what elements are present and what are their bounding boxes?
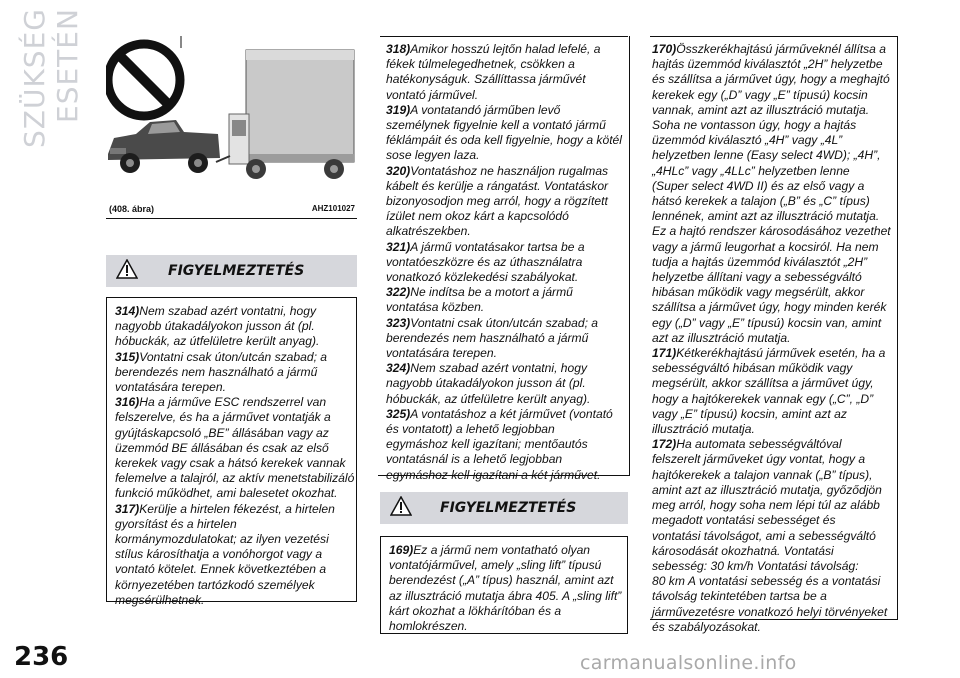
text-line xyxy=(115,562,352,577)
item-text: nagyobb útakadályokon jusson át (pl. xyxy=(386,376,586,391)
item-text: vontatására terepen. xyxy=(386,346,497,361)
text-line xyxy=(386,392,625,407)
text-line xyxy=(389,619,623,634)
item-text: gyújtáskapcsoló „BE” állásában vagy az xyxy=(115,425,329,440)
text-line xyxy=(652,255,893,270)
text-line xyxy=(652,574,893,589)
item-number: 320) xyxy=(386,163,411,178)
text-line xyxy=(115,410,352,425)
item-number: 324) xyxy=(386,361,411,376)
tow-truck-illustration xyxy=(229,50,354,179)
item-text: „4HLc” vagy „4LLc” helyzetben lenne xyxy=(652,163,850,178)
item-text: kerekek egy („D” vagy „E” típusú) kocsin xyxy=(652,87,868,102)
item-text: vontató kötelet. Ennek következtében a xyxy=(115,562,327,577)
item-text: szállítsa a járművet úgy, hogy minden kerék xyxy=(652,300,887,315)
text-line xyxy=(652,316,893,331)
item-text: megsérülhetnek. xyxy=(115,592,205,607)
text-line xyxy=(652,331,893,346)
item-text: kerekek vagy csak a hátsó kerekek vannak xyxy=(115,456,346,471)
figure-code: AHZ101027 xyxy=(311,204,355,213)
item-text: Nem szabad azért vontatni, hogy xyxy=(139,304,317,318)
item-text: vagy „E” típusú) kocsin, amint azt az xyxy=(652,406,847,421)
item-text: környezetében tartózkodó személyek xyxy=(115,577,315,592)
item-text: tudja a hajtás üzemmód kiválasztót „2H” xyxy=(652,254,868,269)
item-number: 316) xyxy=(115,395,140,410)
text-line xyxy=(652,468,893,483)
text-line xyxy=(652,346,893,361)
item-text: távolság tekintetében tartsa be a xyxy=(652,589,827,604)
item-text: sebességváltó hibásan működik vagy xyxy=(652,361,853,376)
item-text: hajtókerekek a talajon vannak („B” típus), xyxy=(652,467,873,482)
item-text: stílus károsíthatja a vonóhorgot vagy a xyxy=(115,547,323,562)
text-line xyxy=(115,365,352,380)
text-line xyxy=(652,224,893,239)
text-line xyxy=(115,502,352,517)
item-text: meg arról, hogy soha nem lépi túl az alább xyxy=(652,498,880,513)
text-line xyxy=(652,589,893,604)
item-number: 322) xyxy=(386,285,411,300)
text-line xyxy=(115,456,352,471)
figure-408 xyxy=(106,36,357,222)
text-line xyxy=(386,452,625,467)
item-text: vontatásnál is a lehető legjobban xyxy=(386,452,563,467)
text-line xyxy=(389,604,623,619)
warning-title-1: FIGYELMEZTETÉS xyxy=(168,263,305,279)
item-text: felszerelve, és ha a járművet vontatják a xyxy=(115,410,331,425)
item-text: (Super select 4WD II) és az első vagy a xyxy=(652,178,865,193)
item-text: sebesség: 30 km/h Vontatási távolság: xyxy=(652,558,859,573)
warning-header-1 xyxy=(106,255,357,287)
text-line xyxy=(652,118,893,133)
item-text: Ha a járműve ESC rendszerrel van xyxy=(139,395,327,410)
item-text: kormánymozdulatokat; az ilyen vezetési xyxy=(115,532,329,547)
text-line xyxy=(115,304,352,319)
item-text: sose legyen laza. xyxy=(386,148,480,163)
item-text: alkatrészekben. xyxy=(386,224,471,239)
text-line xyxy=(652,559,893,574)
item-text: megsérült, akkor szállítsa a járművet úgy, xyxy=(652,376,874,391)
text-line xyxy=(389,543,623,558)
text-line xyxy=(652,72,893,87)
item-text: amint azt az illusztráció mutatja, győződjön xyxy=(652,482,882,497)
item-text: bizonyosodjon meg arról, hogy a rögzített xyxy=(386,194,608,209)
item-text: vontatása közben. xyxy=(386,300,485,315)
text-line xyxy=(386,148,625,163)
text-line xyxy=(386,376,625,391)
item-number: 323) xyxy=(386,315,411,330)
item-text: A jármű vontatásakor tartsa be a xyxy=(410,239,585,254)
item-number: 169) xyxy=(389,543,414,557)
item-number: 318) xyxy=(386,42,411,56)
item-text: vontatási távolságot, ami a sebességváltó xyxy=(652,528,876,543)
item-text: A vontatáshoz a két járművet (vontató xyxy=(410,406,613,421)
text-line xyxy=(386,361,625,376)
item-text: nagyobb útakadályokon jusson át (pl. xyxy=(115,319,315,334)
text-line xyxy=(652,133,893,148)
text-line xyxy=(115,578,352,593)
item-text: hátsó kerekek a talajon („B” és „C” típus) xyxy=(652,194,870,209)
text-line xyxy=(386,437,625,452)
text-line xyxy=(386,57,625,72)
warning-title-2: FIGYELMEZTETÉS xyxy=(440,500,577,516)
item-text: felszerelt járműveket úgy vontat, hogy a xyxy=(652,452,866,467)
item-text: az illusztráció mutatja ábra 405. A „sling lift” xyxy=(389,588,622,603)
item-text: gyorsítást és a hirtelen xyxy=(115,516,237,531)
text-line xyxy=(652,300,893,315)
text-line xyxy=(386,285,625,300)
item-number: 172) xyxy=(652,437,677,452)
text-line xyxy=(389,558,623,573)
item-number: 315) xyxy=(115,349,140,364)
text-line xyxy=(115,593,352,608)
text-line xyxy=(652,376,893,391)
text-line xyxy=(652,194,893,209)
figure-underline xyxy=(106,218,357,219)
item-text: egymáshoz kell igazítani; mentőautós xyxy=(386,437,588,452)
item-text: megadott vontatási sebességet és xyxy=(652,513,836,528)
chapter-title: SZÜKSÉG ESETÉN xyxy=(18,8,84,148)
page-number: 236 xyxy=(14,642,69,672)
text-line xyxy=(652,57,893,72)
text-line xyxy=(386,255,625,270)
text-line xyxy=(652,605,893,620)
text-line xyxy=(386,72,625,87)
item-text: üzemmód BE állásában és csak az első xyxy=(115,440,329,455)
item-text: berendezés nem használható a jármű xyxy=(115,364,318,379)
item-text: A vontatandó járműben levő xyxy=(410,102,561,117)
item-text: Amikor hosszú lejtőn halad lefelé, a xyxy=(410,42,601,56)
text-line xyxy=(386,179,625,194)
item-text: Vontatni csak úton/utcán szabad; a xyxy=(139,349,328,364)
warning-triangle-icon xyxy=(390,496,412,516)
item-text: berendezést („A” típus) használ, amint azt xyxy=(389,573,614,588)
text-line xyxy=(652,513,893,528)
item-text: egy („D” vagy „E” típusú) kocsin van, amint xyxy=(652,315,882,330)
text-line xyxy=(115,350,352,365)
text-line xyxy=(386,209,625,224)
item-text: hóbuckák, az útfelületre került anyag). xyxy=(115,334,320,349)
item-text: kábelt és kerülje a rángatást. Vontatáskor xyxy=(386,178,609,193)
text-line xyxy=(652,148,893,163)
text-line xyxy=(652,544,893,559)
item-text: azt az illusztráció mutatja. xyxy=(652,330,791,345)
text-line xyxy=(115,319,352,334)
item-text: Összkerékhajtású járműveknél állítsa a xyxy=(676,42,886,56)
text-line xyxy=(386,300,625,315)
item-text: károsodását okozhatná. Vontatási xyxy=(652,543,834,558)
text-line xyxy=(652,240,893,255)
footer-watermark: carmanualsonline.info xyxy=(580,652,797,674)
text-line xyxy=(652,392,893,407)
item-number: 171) xyxy=(652,346,677,361)
text-line xyxy=(652,103,893,118)
item-text: hajtás üzemmód kiválasztót „2H” helyzetbe xyxy=(652,57,883,72)
text-line xyxy=(652,422,893,437)
text-line xyxy=(652,179,893,194)
text-line xyxy=(386,194,625,209)
pickup-truck-illustration xyxy=(108,120,220,173)
item-text: felemelve a talajról, az aktív menetstabilizáló xyxy=(115,471,355,486)
warning-triangle-icon xyxy=(116,259,138,279)
text-line xyxy=(652,164,893,179)
text-line xyxy=(652,620,893,635)
text-line xyxy=(389,589,623,604)
item-text: vontatójárművel, amely „sling lift” típusú xyxy=(389,558,602,573)
item-text: vontató járművel. xyxy=(386,87,479,102)
item-number: 170) xyxy=(652,42,677,56)
text-line xyxy=(652,285,893,300)
item-text: hóbuckák, az útfelületre került anyag). xyxy=(386,391,591,406)
item-number: 325) xyxy=(386,406,411,421)
text-line xyxy=(386,240,625,255)
text-line xyxy=(386,88,625,103)
item-text: Ne indítsa be a motort a jármű xyxy=(410,285,573,300)
text-line xyxy=(652,529,893,544)
text-line xyxy=(652,42,893,57)
text-line xyxy=(652,437,893,452)
text-line xyxy=(386,42,625,57)
text-line xyxy=(115,441,352,456)
text-line xyxy=(386,346,625,361)
item-text: Kétkerékhajtású járművek esetén, ha a xyxy=(676,346,886,361)
item-text: Ez a jármű nem vontatható olyan xyxy=(413,543,591,557)
text-line xyxy=(115,426,352,441)
item-text: Ha automata sebességváltóval xyxy=(676,437,842,452)
text-line xyxy=(386,164,625,179)
text-line xyxy=(115,532,352,547)
item-text: funkció működhet, ami balesetet okozhat. xyxy=(115,486,338,501)
text-line xyxy=(115,334,352,349)
item-text: Soha ne vontasson úgy, hogy a hajtás xyxy=(652,118,857,133)
item-text: Nem szabad azért vontatni, hogy xyxy=(410,361,588,376)
text-line xyxy=(652,483,893,498)
text-line xyxy=(652,88,893,103)
warning-box-2 xyxy=(380,536,628,634)
text-line xyxy=(652,452,893,467)
item-text: féklámpáit és oda kell figyelnie, hogy a kötél xyxy=(386,133,622,148)
item-text: hibásan működik vagy megsérült, akkor xyxy=(652,285,865,300)
text-line xyxy=(652,361,893,376)
item-text: lennének, amint azt az illusztráció mutatja. xyxy=(652,209,880,224)
item-text: kárt okozhat a lökhárítóban és a xyxy=(389,603,562,618)
middle-warning-text xyxy=(378,36,630,482)
text-line xyxy=(386,331,625,346)
item-text: ízület nem okoz kárt a kapcsolódó xyxy=(386,209,569,224)
item-text: hatékonyságuk. Szállíttassa járművét xyxy=(386,72,586,87)
warning-header-2 xyxy=(380,492,628,524)
text-line xyxy=(389,573,623,588)
item-text: vagy a jármű leugorhat a kocsiról. Ha nem xyxy=(652,239,879,254)
text-line xyxy=(386,133,625,148)
text-line xyxy=(652,498,893,513)
text-line xyxy=(115,395,352,410)
item-text: járművezetésre vonatkozó helyi törvényeket xyxy=(652,604,888,619)
text-line xyxy=(386,103,625,118)
towing-illustration xyxy=(106,36,357,204)
item-text: illusztráció mutatja. xyxy=(652,422,755,437)
item-text: helyzetben lenne (Easy select 4WD); „4H”, xyxy=(652,148,881,163)
text-line xyxy=(386,270,625,285)
item-text: és vontatott) a lehető legjobban xyxy=(386,422,555,437)
item-text: személynek figyelnie kell a vontató jármű xyxy=(386,118,606,133)
item-text: vannak, amint azt az illusztráció mutatja. xyxy=(652,102,870,117)
item-number: 314) xyxy=(115,304,140,318)
text-line xyxy=(115,486,352,501)
right-warning-text xyxy=(650,36,898,634)
text-line xyxy=(386,468,625,483)
text-line xyxy=(115,380,352,395)
item-number: 321) xyxy=(386,239,411,254)
text-line xyxy=(386,224,625,239)
item-text: üzemmód kiválasztó „4H” vagy „4L” xyxy=(652,133,843,148)
item-text: vonatkozó közlekedési szabályokat. xyxy=(386,270,579,285)
item-text: helyzetbe állítani vagy a sebességváltó xyxy=(652,270,862,285)
item-text: vontatására terepen. xyxy=(115,380,226,395)
item-text: Vontatáshoz ne használjon rugalmas xyxy=(410,163,609,178)
item-text: berendezés nem használható a jármű xyxy=(386,330,589,345)
text-line xyxy=(386,118,625,133)
item-text: Ez a hajtó rendszer károsodásához vezethet xyxy=(652,224,891,239)
item-text: 80 km A vontatási sebesség és a vontatási xyxy=(652,574,881,589)
prohibition-icon xyxy=(108,44,180,116)
text-line xyxy=(652,407,893,422)
text-line xyxy=(115,471,355,486)
item-number: 319) xyxy=(386,102,411,117)
text-line xyxy=(115,517,352,532)
item-text: fékek túlmelegedhetnek, csökken a xyxy=(386,57,575,72)
item-number: 317) xyxy=(115,501,140,516)
figure-caption: (408. ábra) xyxy=(109,204,155,214)
item-text: Vontatni csak úton/utcán szabad; a xyxy=(410,315,599,330)
item-text: és szabályozásokat. xyxy=(652,619,761,634)
item-text: Kerülje a hirtelen fékezést, a hirtelen xyxy=(139,501,335,516)
text-line xyxy=(386,316,625,331)
item-text: hogy a hajtókerekek vannak egy („C”, „D” xyxy=(652,391,874,406)
text-line xyxy=(652,270,893,285)
item-text: egymáshoz kell igazítani a két járművet. xyxy=(386,467,601,482)
item-text: vontatóeszközre és az úthasználatra xyxy=(386,254,583,269)
text-line xyxy=(386,422,625,437)
warning-box-1 xyxy=(106,297,357,607)
item-text: és szállítsa a járművet úgy, hogy a meghajtó xyxy=(652,72,890,87)
text-line xyxy=(115,547,352,562)
text-line xyxy=(652,209,893,224)
item-text: homlokrészen. xyxy=(389,619,468,634)
text-line xyxy=(386,407,625,422)
